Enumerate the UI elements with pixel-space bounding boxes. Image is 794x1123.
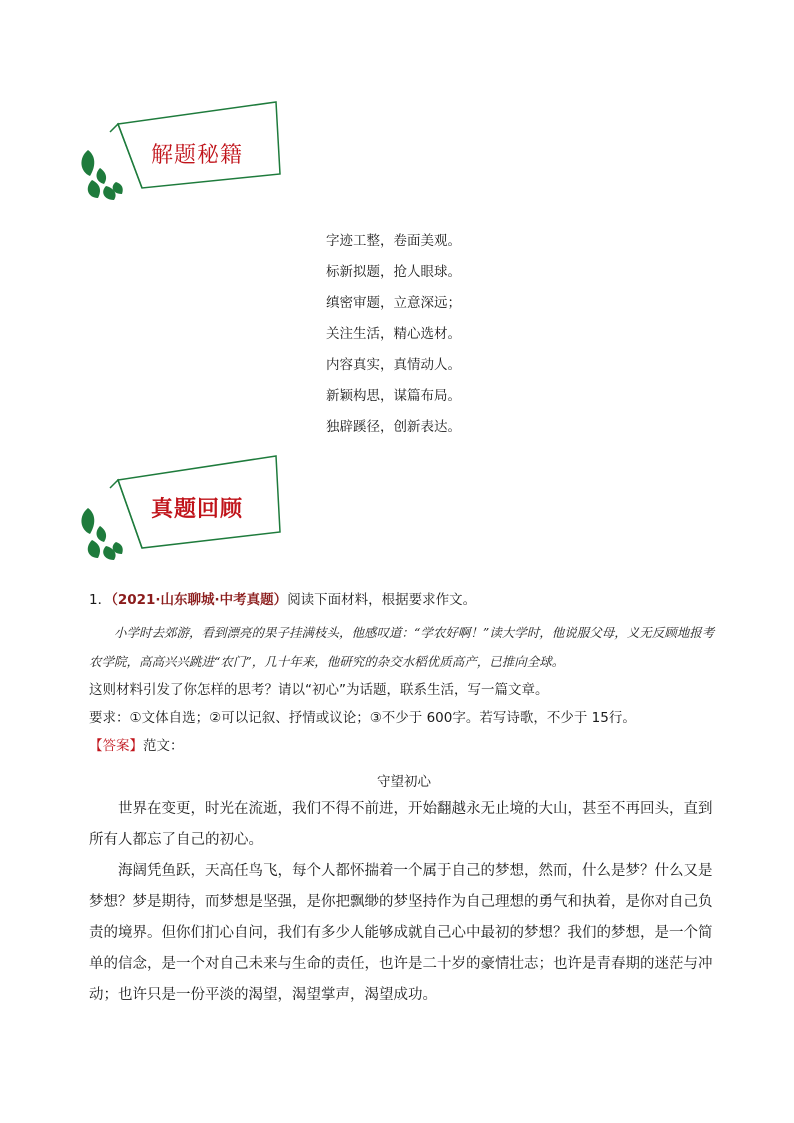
essay-title: 守望初心 xyxy=(377,774,431,790)
list-item: 缜密审题，立意深远； xyxy=(326,295,461,311)
question-header xyxy=(89,590,719,610)
question-instruction: 阅读下面材料，根据要求作文。 xyxy=(287,592,477,608)
list-item: 新颖构思，谋篇布局。 xyxy=(326,388,461,404)
section-banner-tips xyxy=(70,98,285,203)
section-title: 解题秘籍 xyxy=(150,143,243,168)
tips-list xyxy=(326,226,461,443)
question-number: 1． xyxy=(89,592,112,608)
section-banner-review xyxy=(70,452,285,557)
question-requirements: 要求：①文体自选；②可以记叙、抒情或议论；③不少于 600字。若写诗歌，不少于 15行。 xyxy=(89,710,636,726)
list-item: 标新拟题，抢人眼球。 xyxy=(326,264,461,280)
list-item: 独辟蹊径，创新表达。 xyxy=(326,419,461,435)
answer-label: 范文： xyxy=(143,738,184,754)
list-item: 关注生活，精心选材。 xyxy=(326,326,461,342)
question-source: （2021·山东聊城·中考真题） xyxy=(111,592,288,608)
question-prompt: 这则材料引发了你怎样的思考？请以“初心”为话题，联系生活，写一篇文章。 xyxy=(89,682,549,698)
essay-paragraph: 世界在变更，时光在流逝，我们不得不前进，开始翻越永无止境的大山，甚至不再回头，直到所有人都忘了自己的初心。 xyxy=(89,801,713,848)
list-item: 内容真实，真情动人。 xyxy=(326,357,461,373)
answer-tag: 【答案】 xyxy=(89,738,143,754)
question-material: 小学时去郊游，看到漂亮的果子挂满枝头，他感叹道：“学农好啊！”读大学时，他说服父母，义无反顾地报考农学院，高高兴兴跳进“农门”，几十年来，他研究的杂交水稻优质高产，已推向全球。 xyxy=(89,625,715,669)
question-block xyxy=(89,590,719,1011)
section-title: 真题回顾 xyxy=(150,496,243,522)
list-item: 字迹工整，卷面美观。 xyxy=(326,233,461,249)
essay-paragraph: 海阔凭鱼跃，天高任鸟飞，每个人都怀揣着一个属于自己的梦想，然而，什么是梦？什么又是梦想？梦是期待，而梦想是坚强，是你把飘缈的梦坚持作为自己理想的勇气和执着，是你对自己负责的境界。但你们扪心自问，我们有多少人能够成就自己心中最初的梦想？我们的梦想，是一个简单的信念，是一个对自己未来与生命的责任，也许是二十岁的豪情壮志；也许是青春期的迷茫与冲动；也许只是一份平淡的渴望，渴望掌声，渴望成功。 xyxy=(89,863,713,1003)
answer-header xyxy=(89,732,719,760)
